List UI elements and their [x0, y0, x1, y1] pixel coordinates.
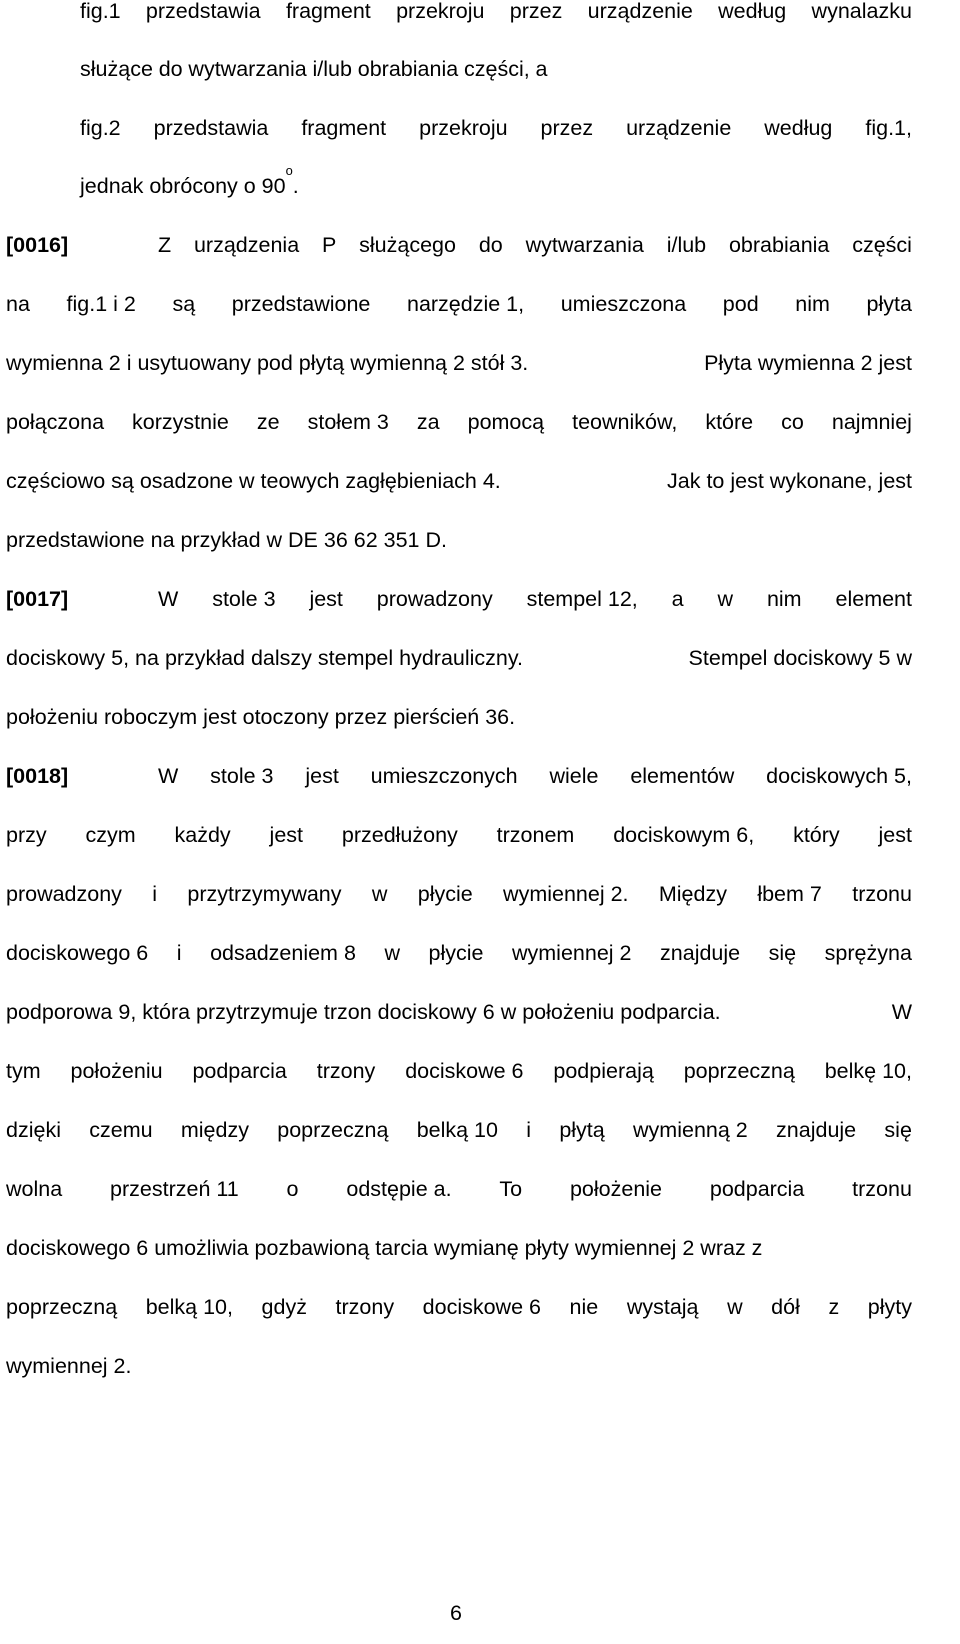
paragraph-last-line: przedstawione na przykład w DE 36 62 351 D. [6, 528, 447, 552]
text-segment: za [416, 410, 440, 434]
text-segment: które [705, 410, 754, 434]
paragraph-line [6, 1056, 912, 1086]
text-segment: jest [878, 823, 912, 847]
paragraph-text [158, 230, 912, 260]
text-segment: dociskowego 6 [6, 941, 149, 965]
text-segment: dociskowego 6 umożliwia pozbawioną tarcia wymianę płyty wymiennej 2 wraz z [6, 1236, 763, 1260]
text-segment: części [852, 233, 912, 257]
paragraph-line [6, 289, 912, 319]
text-segment: ze [256, 410, 280, 434]
text-segment: płyta [866, 292, 912, 316]
text-segment: wystają [626, 1295, 699, 1319]
text-segment: dzięki [6, 1118, 61, 1142]
text-segment: dociskowe 6 [405, 1059, 524, 1083]
text-segment: położeniu [70, 1059, 163, 1083]
text-segment: umieszczona [560, 292, 687, 316]
paragraph-number: [0018] [6, 764, 69, 788]
text-segment: tym [6, 1059, 41, 1083]
text-segment: częściowo są osadzone w teowych zagłębieniach 4. [6, 469, 501, 493]
text-segment: każdy [174, 823, 231, 847]
text-segment: w [384, 941, 400, 965]
text-segment: podpierają [553, 1059, 654, 1083]
text-segment: wymiennej 2. [503, 882, 629, 906]
text-segment: podparcia [709, 1177, 805, 1201]
text-segment: Stempel dociskowy 5 w [688, 646, 912, 670]
text-segment: stole 3 [210, 764, 274, 788]
text-segment: płyty [867, 1295, 912, 1319]
text-segment: jest [309, 587, 343, 611]
paragraph-last-line: wymiennej 2. [6, 1354, 132, 1378]
text-segment: a [535, 57, 548, 81]
text-segment: przekroju [396, 0, 485, 23]
text-segment: umieszczonych [370, 764, 518, 788]
paragraph-text [158, 584, 912, 614]
text-segment: fig.1 [80, 0, 121, 23]
text-segment: trzonu [852, 882, 912, 906]
text-segment: a [671, 587, 684, 611]
text-segment: przestrzeń 11 [110, 1177, 239, 1201]
text-segment: trzonem [496, 823, 575, 847]
text-segment: Z [158, 233, 172, 257]
paragraph-line [6, 1174, 912, 1204]
text-segment: przekroju [419, 116, 508, 140]
text-segment: dociskowy 5, na przykład dalszy stempel hydrauliczny. [6, 646, 524, 670]
text-segment: urządzenia [193, 233, 300, 257]
text-segment: wolna [6, 1177, 63, 1201]
text-segment: prowadzony [6, 882, 122, 906]
text-segment: trzonu [852, 1177, 912, 1201]
text-segment: w [727, 1295, 743, 1319]
paragraph-line [6, 997, 912, 1027]
text-segment: obrabiania [357, 57, 459, 81]
text-segment: podparcia [192, 1059, 287, 1083]
text-segment: pod [722, 292, 759, 316]
text-segment: znajduje [776, 1118, 857, 1142]
text-segment: który [793, 823, 840, 847]
figure-list-line [80, 163, 912, 201]
text-segment: służącego [359, 233, 456, 257]
text-segment: i [176, 941, 182, 965]
text-segment: dociskowym 6, [613, 823, 755, 847]
text-segment: wytwarzania [188, 57, 307, 81]
text-segment: korzystnie [132, 410, 229, 434]
figure-list-line [80, 54, 912, 84]
text-segment: odstępie a. [346, 1177, 452, 1201]
text-segment: w [717, 587, 734, 611]
text-segment: fragment [301, 116, 387, 140]
text-segment: najmniej [831, 410, 912, 434]
text-segment: i [152, 882, 158, 906]
text-segment: elementów [630, 764, 735, 788]
text-segment: element [835, 587, 912, 611]
text-segment: znajduje [660, 941, 741, 965]
figure-list-line [80, 113, 912, 143]
text-segment: P [321, 233, 337, 257]
text-segment: przez [540, 116, 594, 140]
paragraph-last-line: położeniu roboczym jest otoczony przez pierścień 36. [6, 705, 516, 729]
text-segment: przedstawia [153, 116, 269, 140]
paragraph-line [6, 643, 912, 673]
text-segment: gdyż [261, 1295, 307, 1319]
text-segment: Płyta wymienna 2 jest [704, 351, 912, 375]
paragraph-line [6, 1115, 912, 1145]
text-segment: fig.2 [80, 116, 121, 140]
paragraph-line [6, 525, 912, 555]
text-segment: i [526, 1118, 532, 1142]
paragraph-number: [0017] [6, 587, 69, 611]
text-segment: W [158, 764, 179, 788]
paragraph-line [6, 820, 912, 850]
text-segment: trzony [316, 1059, 376, 1083]
text-segment: na [6, 292, 30, 316]
paragraph-line [6, 1351, 912, 1381]
text-segment: fragment [285, 0, 371, 23]
text-segment: nim [795, 292, 830, 316]
text-segment: dociskowych 5, [766, 764, 912, 788]
text-segment: podporowa 9, która przytrzymuje trzon dociskowy 6 w położeniu podparcia. [6, 1000, 721, 1024]
text-segment: połączona [6, 410, 105, 434]
text-segment: płycie [417, 882, 473, 906]
text-segment: położenie [569, 1177, 663, 1201]
text-segment: stole 3 [212, 587, 276, 611]
text-segment: w [371, 882, 388, 906]
text-segment: między [180, 1118, 249, 1142]
text-segment: nim [766, 587, 802, 611]
text-segment: jest [269, 823, 304, 847]
text-segment: sprężyna [824, 941, 912, 965]
text-segment: poprzeczną [277, 1118, 389, 1142]
text-segment: wymienna 2 i usytuowany pod płytą wymienną 2 stół 3. [6, 351, 529, 375]
text-segment: części, [463, 57, 530, 81]
degree-superscript: o [285, 163, 293, 178]
text-segment: z [828, 1295, 840, 1319]
text-segment: się [884, 1118, 912, 1142]
figure-list-text-end: . [292, 174, 299, 198]
text-segment: To [499, 1177, 523, 1201]
text-segment: o [286, 1177, 299, 1201]
text-segment: urządzenie [587, 0, 693, 23]
text-segment: odsadzeniem 8 [210, 941, 356, 965]
text-segment: belką 10, [145, 1295, 233, 1319]
text-segment: narzędzie 1, [406, 292, 525, 316]
text-segment: się [768, 941, 797, 965]
text-segment: trzony [335, 1295, 395, 1319]
text-segment: co [781, 410, 804, 434]
text-segment: według [764, 116, 833, 140]
paragraph-line [6, 938, 912, 968]
text-segment: czemu [89, 1118, 153, 1142]
text-segment: poprzeczną [6, 1295, 118, 1319]
text-segment: do [158, 57, 183, 81]
text-segment: W [891, 1000, 912, 1024]
text-segment: służące [80, 57, 153, 81]
text-segment: i/lub [312, 57, 352, 81]
text-segment: są [172, 292, 196, 316]
text-segment: pomocą [467, 410, 545, 434]
paragraph-text [158, 761, 912, 791]
text-segment: płycie [428, 941, 484, 965]
text-segment: obrabiania [728, 233, 830, 257]
text-segment: fig.1 i 2 [66, 292, 136, 316]
text-segment: poprzeczną [683, 1059, 795, 1083]
text-segment: przedstawia [145, 0, 261, 23]
figure-list-line [80, 0, 912, 26]
text-segment: fig.1, [865, 116, 912, 140]
text-segment: przytrzymywany [187, 882, 342, 906]
text-segment: stołem 3 [307, 410, 389, 434]
text-segment: przedstawione [231, 292, 371, 316]
text-segment: dół [771, 1295, 800, 1319]
text-segment: nie [569, 1295, 599, 1319]
text-segment: jest [305, 764, 339, 788]
text-segment: prowadzony [376, 587, 493, 611]
paragraph-line [6, 879, 912, 909]
text-segment: wynalazku [811, 0, 912, 23]
text-segment: przedłużony [341, 823, 458, 847]
text-segment: i/lub [666, 233, 707, 257]
paragraph-line [6, 1292, 912, 1322]
text-segment: wiele [549, 764, 599, 788]
text-segment: Między [658, 882, 727, 906]
text-segment: do [478, 233, 503, 257]
text-segment: belkę 10, [824, 1059, 912, 1083]
text-segment: belką 10 [416, 1118, 498, 1142]
figure-list-text: jednak obrócony o 90 [80, 174, 286, 198]
text-segment: płytą [559, 1118, 605, 1142]
paragraph-line [6, 1233, 912, 1263]
text-segment: wymiennej 2 [512, 941, 632, 965]
text-segment: wytwarzania [525, 233, 644, 257]
paragraph-line [6, 407, 912, 437]
paragraph-line [6, 702, 912, 732]
text-segment: przez [509, 0, 563, 23]
paragraph-number: [0016] [6, 233, 69, 257]
text-segment: czym [85, 823, 136, 847]
text-segment: przy [6, 823, 47, 847]
text-segment: Jak to jest wykonane, jest [667, 469, 912, 493]
page-number: 6 [450, 1601, 462, 1625]
text-segment: urządzenie [626, 116, 732, 140]
text-segment: łbem 7 [757, 882, 822, 906]
text-segment: stempel 12, [526, 587, 638, 611]
text-segment: teowników, [572, 410, 678, 434]
text-segment: według [718, 0, 787, 23]
paragraph-line [6, 466, 912, 496]
paragraph-line [6, 348, 912, 378]
text-segment: wymienną 2 [633, 1118, 748, 1142]
text-segment: W [158, 587, 179, 611]
text-segment: dociskowe 6 [422, 1295, 541, 1319]
